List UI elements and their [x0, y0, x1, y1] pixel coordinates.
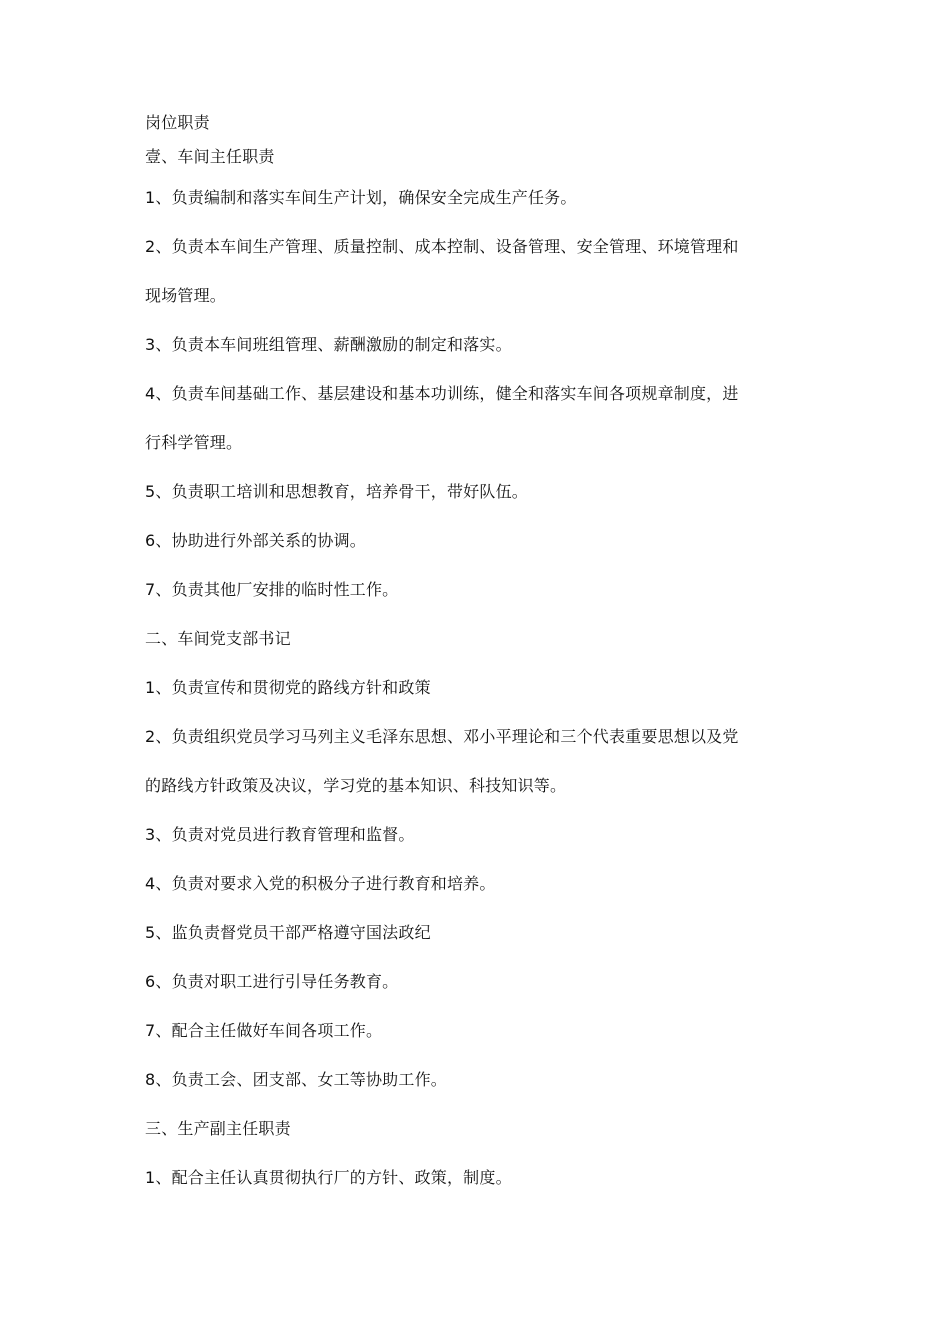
section-heading-1: 壹、车间主任职责	[145, 147, 275, 166]
paragraph-line: 的路线方针政策及决议，学习党的基本知识、科技知识等。	[145, 776, 567, 795]
section-heading-3: 三、生产副主任职责	[145, 1119, 291, 1138]
paragraph-line: 7、配合主任做好车间各项工作。	[145, 1021, 383, 1040]
paragraph-line: 1、配合主任认真贯彻执行厂的方针、政策，制度。	[145, 1168, 512, 1187]
paragraph-line: 现场管理。	[145, 286, 227, 305]
paragraph-line: 5、监负责督党员干部严格遵守国法政纪	[145, 923, 431, 942]
paragraph-line: 行科学管理。	[145, 433, 243, 452]
section-heading-2: 二、车间党支部书记	[145, 629, 291, 648]
paragraph-line: 6、负责对职工进行引导任务教育。	[145, 972, 399, 991]
paragraph-line: 2、负责本车间生产管理、质量控制、成本控制、设备管理、安全管理、环境管理和	[145, 237, 739, 256]
paragraph-line: 8、负责工会、团支部、女工等协助工作。	[145, 1070, 447, 1089]
paragraph-line: 4、负责对要求入党的积极分子进行教育和培养。	[145, 874, 496, 893]
paragraph-line: 6、协助进行外部关系的协调。	[145, 531, 366, 550]
paragraph-line: 1、负责宣传和贯彻党的路线方针和政策	[145, 678, 431, 697]
paragraph-line: 3、负责本车间班组管理、薪酬激励的制定和落实。	[145, 335, 512, 354]
paragraph-line: 3、负责对党员进行教育管理和监督。	[145, 825, 415, 844]
paragraph-line: 2、负责组织党员学习马列主义毛泽东思想、邓小平理论和三个代表重要思想以及党	[145, 727, 739, 746]
paragraph-line: 4、负责车间基础工作、基层建设和基本功训练，健全和落实车间各项规章制度，进	[145, 384, 739, 403]
paragraph-line: 7、负责其他厂安排的临时性工作。	[145, 580, 399, 599]
document-title: 岗位职责	[145, 113, 210, 132]
paragraph-line: 5、负责职工培训和思想教育，培养骨干，带好队伍。	[145, 482, 528, 501]
paragraph-line: 1、负责编制和落实车间生产计划，确保安全完成生产任务。	[145, 188, 577, 207]
